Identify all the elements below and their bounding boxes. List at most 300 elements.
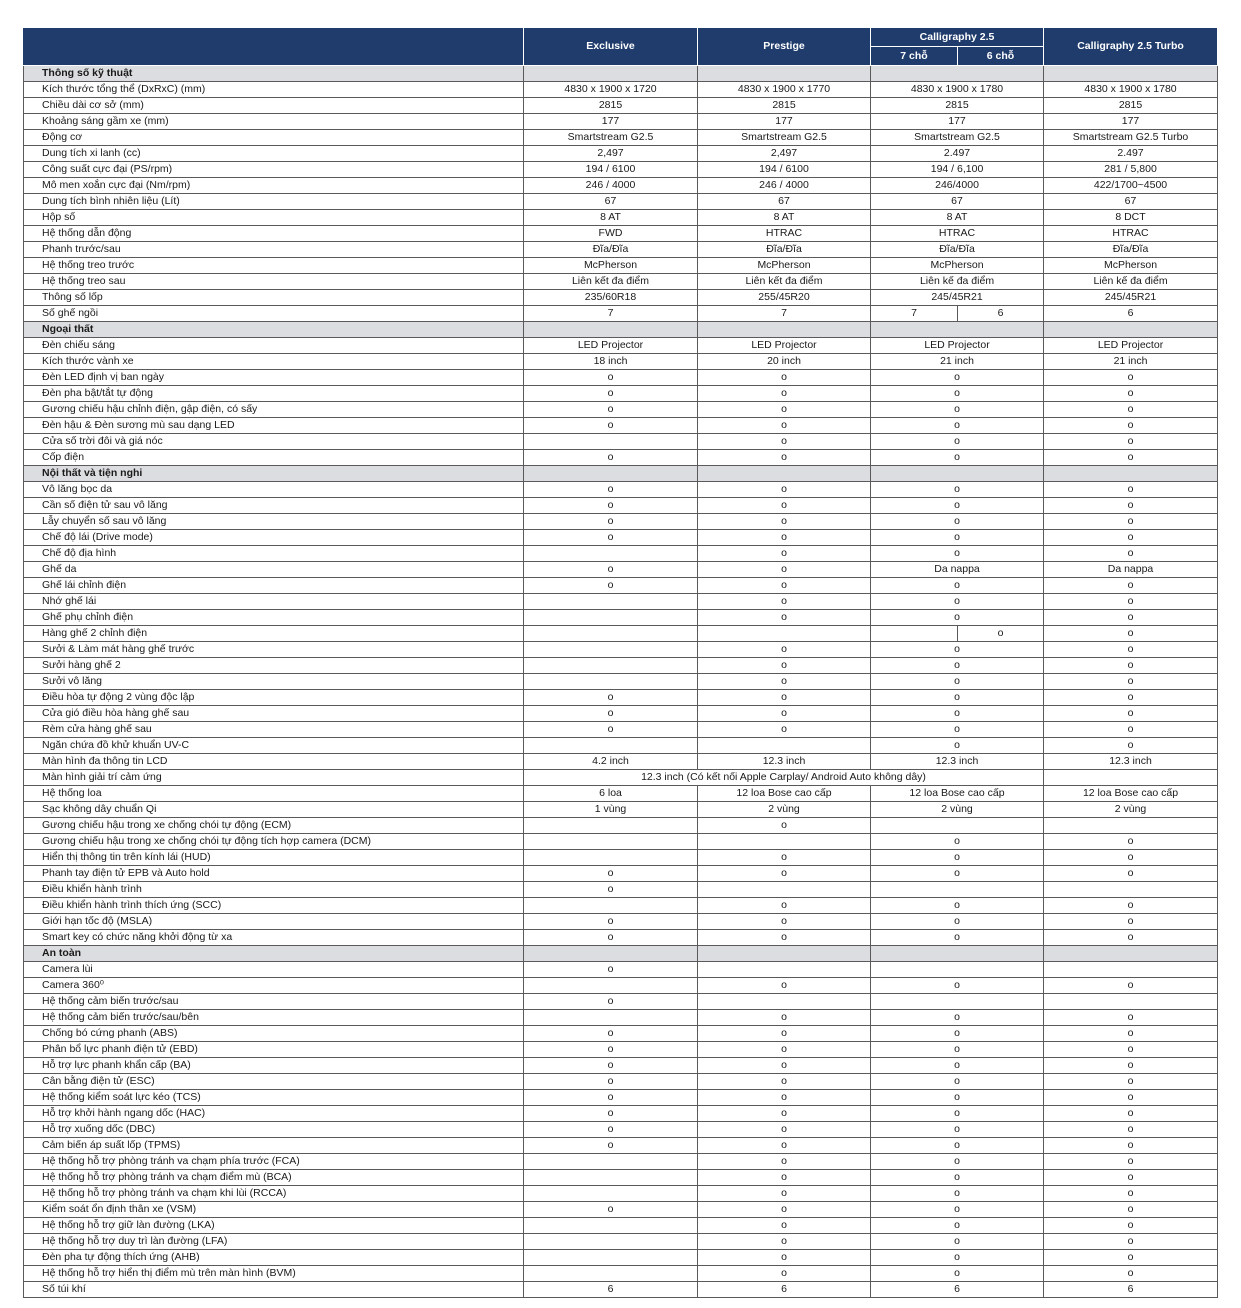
table-row [24, 210, 1218, 226]
spec-value-calligraphy: o [871, 546, 1044, 562]
table-row [24, 1186, 1218, 1202]
header-calligraphy-turbo: Calligraphy 2.5 Turbo [1044, 28, 1218, 66]
spec-value-calligraphy [871, 994, 1044, 1010]
spec-value-calligraphy: 246/4000 [871, 178, 1044, 194]
spec-value-exclusive [524, 1154, 698, 1170]
spec-value-exclusive: 4830 x 1900 x 1720 [524, 82, 698, 98]
spec-value-turbo: o [1044, 866, 1218, 882]
spec-value-exclusive: o [524, 1202, 698, 1218]
spec-label: Sưởi hàng ghế 2 [24, 658, 524, 674]
spec-value-calligraphy-6: o [958, 626, 1044, 642]
spec-value-calligraphy: o [871, 530, 1044, 546]
spec-value-exclusive: o [524, 530, 698, 546]
spec-value-prestige: o [698, 578, 871, 594]
spec-value-calligraphy: o [871, 1250, 1044, 1266]
spec-value-exclusive: o [524, 1122, 698, 1138]
spec-value-exclusive: o [524, 1042, 698, 1058]
spec-value-calligraphy: o [871, 722, 1044, 738]
table-row [24, 1138, 1218, 1154]
spec-value-prestige: o [698, 402, 871, 418]
spec-value-exclusive [524, 898, 698, 914]
table-row [24, 978, 1218, 994]
spec-label: Hệ thống hỗ trợ phòng tránh va chạm khi lùi (RCCA) [24, 1186, 524, 1202]
spec-value-exclusive: 18 inch [524, 354, 698, 370]
spec-value-exclusive [524, 978, 698, 994]
spec-value-calligraphy: Đĩa/Đĩa [871, 242, 1044, 258]
spec-label: Vô lăng bọc da [24, 482, 524, 498]
spec-value-prestige: 2,497 [698, 146, 871, 162]
spec-value-turbo: 12 loa Bose cao cấp [1044, 786, 1218, 802]
table-row [24, 818, 1218, 834]
table-row [24, 754, 1218, 770]
spec-value-calligraphy: o [871, 658, 1044, 674]
spec-label: Cốp điện [24, 450, 524, 466]
section-header [24, 66, 1218, 82]
spec-value-prestige: o [698, 450, 871, 466]
spec-value-exclusive: o [524, 1074, 698, 1090]
spec-value-prestige [698, 994, 871, 1010]
spec-value-calligraphy: o [871, 418, 1044, 434]
table-row [24, 114, 1218, 130]
spec-value-turbo: 21 inch [1044, 354, 1218, 370]
spec-value-calligraphy-7: 7 [871, 306, 958, 322]
section-title: An toàn [24, 946, 524, 962]
spec-value-prestige: o [698, 818, 871, 834]
spec-label: Hệ thống treo trước [24, 258, 524, 274]
spec-value-calligraphy: o [871, 402, 1044, 418]
spec-label: Kích thước vành xe [24, 354, 524, 370]
spec-value-calligraphy [871, 882, 1044, 898]
table-row [24, 514, 1218, 530]
spec-label: Cân bằng điện tử (ESC) [24, 1074, 524, 1090]
spec-label: Hệ thống kiểm soát lực kéo (TCS) [24, 1090, 524, 1106]
spec-value-calligraphy: 245/45R21 [871, 290, 1044, 306]
spec-value-exclusive: 67 [524, 194, 698, 210]
spec-value-exclusive: 6 loa [524, 786, 698, 802]
spec-value-exclusive: o [524, 578, 698, 594]
spec-value-prestige: o [698, 898, 871, 914]
spec-value-prestige: o [698, 866, 871, 882]
spec-value-prestige: o [698, 658, 871, 674]
spec-label: Đèn hậu & Đèn sương mù sau dạng LED [24, 418, 524, 434]
spec-value-turbo: o [1044, 1106, 1218, 1122]
spec-value-calligraphy: McPherson [871, 258, 1044, 274]
spec-value-prestige: LED Projector [698, 338, 871, 354]
spec-label: Số ghế ngồi [24, 306, 524, 322]
spec-value-prestige: 12.3 inch [698, 754, 871, 770]
spec-label: Ghế phụ chỉnh điện [24, 610, 524, 626]
spec-value-turbo: o [1044, 370, 1218, 386]
spec-label: Chiều dài cơ sở (mm) [24, 98, 524, 114]
spec-value-prestige: o [698, 722, 871, 738]
spec-value-turbo: 8 DCT [1044, 210, 1218, 226]
table-row [24, 1058, 1218, 1074]
spec-value-calligraphy: Da nappa [871, 562, 1044, 578]
spec-value-exclusive: o [524, 882, 698, 898]
spec-label: Gương chiếu hậu trong xe chống chói tự động tích hợp camera (DCM) [24, 834, 524, 850]
spec-value-calligraphy: o [871, 1026, 1044, 1042]
spec-value-turbo: o [1044, 1202, 1218, 1218]
table-row [24, 562, 1218, 578]
spec-value-calligraphy: o [871, 866, 1044, 882]
spec-value-prestige: o [698, 386, 871, 402]
spec-value-prestige: o [698, 434, 871, 450]
spec-value-prestige: o [698, 1090, 871, 1106]
table-row [24, 770, 1218, 786]
spec-label: Hàng ghế 2 chỉnh điện [24, 626, 524, 642]
spec-label: Đèn LED định vị ban ngày [24, 370, 524, 386]
spec-value-prestige: o [698, 1186, 871, 1202]
spec-value-turbo: o [1044, 386, 1218, 402]
spec-value-exclusive: o [524, 450, 698, 466]
spec-value-calligraphy: o [871, 434, 1044, 450]
spec-label: Lẫy chuyển số sau vô lăng [24, 514, 524, 530]
spec-value-prestige [698, 738, 871, 754]
table-row [24, 626, 1218, 642]
table-row [24, 98, 1218, 114]
spec-value-calligraphy: o [871, 450, 1044, 466]
spec-label: Hỗ trợ khởi hành ngang dốc (HAC) [24, 1106, 524, 1122]
spec-label: Số túi khí [24, 1282, 524, 1298]
table-row [24, 354, 1218, 370]
table-row [24, 850, 1218, 866]
spec-value-prestige: o [698, 978, 871, 994]
spec-label: Phanh tay điện tử EPB và Auto hold [24, 866, 524, 882]
spec-value-prestige: 67 [698, 194, 871, 210]
spec-value-turbo: 2.497 [1044, 146, 1218, 162]
spec-label: Hỗ trợ xuống dốc (DBC) [24, 1122, 524, 1138]
table-row [24, 274, 1218, 290]
spec-value-exclusive: Smartstream G2.5 [524, 130, 698, 146]
spec-value-turbo: o [1044, 1154, 1218, 1170]
spec-label: Kiểm soát ổn định thân xe (VSM) [24, 1202, 524, 1218]
spec-value-calligraphy: o [871, 930, 1044, 946]
header-exclusive: Exclusive [524, 28, 698, 66]
table-row [24, 482, 1218, 498]
table-row [24, 402, 1218, 418]
spec-value-calligraphy: o [871, 498, 1044, 514]
spec-value-turbo: o [1044, 674, 1218, 690]
section-title: Nội thất và tiện nghi [24, 466, 524, 482]
spec-value-exclusive [524, 642, 698, 658]
spec-value-calligraphy: 6 [871, 1282, 1044, 1298]
spec-label: Hệ thống dẫn động [24, 226, 524, 242]
spec-label: Camera lùi [24, 962, 524, 978]
spec-value-calligraphy: 12.3 inch [871, 754, 1044, 770]
spec-value-turbo [1044, 962, 1218, 978]
spec-value-calligraphy: LED Projector [871, 338, 1044, 354]
section-cell-turbo [1044, 946, 1218, 962]
spec-label: Mô men xoắn cực đại (Nm/rpm) [24, 178, 524, 194]
spec-value-calligraphy: 4830 x 1900 x 1780 [871, 82, 1044, 98]
spec-value-turbo: o [1044, 1218, 1218, 1234]
spec-value-turbo: 12.3 inch [1044, 754, 1218, 770]
spec-value-prestige: o [698, 498, 871, 514]
spec-label: Hệ thống cảm biến trước/sau/bên [24, 1010, 524, 1026]
spec-value-calligraphy: o [871, 1074, 1044, 1090]
spec-value-turbo: o [1044, 1058, 1218, 1074]
spec-label: Điều hòa tự động 2 vùng độc lập [24, 690, 524, 706]
spec-value-turbo: Da nappa [1044, 562, 1218, 578]
spec-value-turbo [1044, 994, 1218, 1010]
spec-value-exclusive: o [524, 402, 698, 418]
spec-value-calligraphy: o [871, 594, 1044, 610]
spec-value-prestige: 20 inch [698, 354, 871, 370]
table-row [24, 162, 1218, 178]
spec-label: Động cơ [24, 130, 524, 146]
spec-label: Ngăn chứa đồ khử khuẩn UV-C [24, 738, 524, 754]
table-row [24, 738, 1218, 754]
spec-value-calligraphy: o [871, 1122, 1044, 1138]
table-row [24, 866, 1218, 882]
spec-value-prestige: o [698, 706, 871, 722]
spec-value-exclusive: Đĩa/Đĩa [524, 242, 698, 258]
spec-value-exclusive [524, 434, 698, 450]
spec-label: Công suất cực đại (PS/rpm) [24, 162, 524, 178]
spec-value-prestige: o [698, 1058, 871, 1074]
table-row [24, 130, 1218, 146]
spec-label: Màn hình đa thông tin LCD [24, 754, 524, 770]
table-row [24, 882, 1218, 898]
spec-value-exclusive: o [524, 914, 698, 930]
table-row [24, 386, 1218, 402]
spec-value-exclusive [524, 818, 698, 834]
table-row [24, 594, 1218, 610]
section-title: Ngoại thất [24, 322, 524, 338]
spec-value-calligraphy: o [871, 1058, 1044, 1074]
section-header [24, 946, 1218, 962]
spec-value-calligraphy: o [871, 1218, 1044, 1234]
spec-value-turbo: o [1044, 434, 1218, 450]
spec-value-exclusive: o [524, 722, 698, 738]
spec-label: Gương chiếu hậu trong xe chống chói tự động (ECM) [24, 818, 524, 834]
spec-label: Ghế da [24, 562, 524, 578]
spec-value-turbo: o [1044, 914, 1218, 930]
spec-value-prestige: o [698, 1234, 871, 1250]
spec-value-prestige: 4830 x 1900 x 1770 [698, 82, 871, 98]
spec-value-prestige: 177 [698, 114, 871, 130]
table-row [24, 450, 1218, 466]
spec-value-prestige: o [698, 1074, 871, 1090]
section-title: Thông số kỹ thuật [24, 66, 524, 82]
spec-value-turbo: 67 [1044, 194, 1218, 210]
spec-value-calligraphy: HTRAC [871, 226, 1044, 242]
spec-value-prestige: McPherson [698, 258, 871, 274]
spec-value-exclusive: 1 vùng [524, 802, 698, 818]
spec-label: Smart key có chức năng khởi động từ xa [24, 930, 524, 946]
section-cell-prestige [698, 466, 871, 482]
spec-label: Sưởi & Làm mát hàng ghế trước [24, 642, 524, 658]
table-row [24, 1234, 1218, 1250]
spec-value-exclusive [524, 738, 698, 754]
spec-label: Sạc không dây chuẩn Qi [24, 802, 524, 818]
spec-value-turbo: o [1044, 706, 1218, 722]
spec-value-prestige: 6 [698, 1282, 871, 1298]
table-row [24, 546, 1218, 562]
spec-value-exclusive: 235/60R18 [524, 290, 698, 306]
table-row [24, 786, 1218, 802]
spec-value-calligraphy: o [871, 1154, 1044, 1170]
table-row [24, 930, 1218, 946]
spec-value-exclusive [524, 1266, 698, 1282]
table-row [24, 338, 1218, 354]
spec-value-turbo: o [1044, 530, 1218, 546]
spec-value-calligraphy: o [871, 674, 1044, 690]
spec-value-turbo: 2 vùng [1044, 802, 1218, 818]
spec-value-turbo: o [1044, 1266, 1218, 1282]
spec-value-calligraphy: o [871, 386, 1044, 402]
table-body [24, 66, 1218, 1298]
spec-value-exclusive: o [524, 498, 698, 514]
spec-value-exclusive [524, 610, 698, 626]
spec-value-calligraphy: o [871, 1266, 1044, 1282]
spec-value-prestige: HTRAC [698, 226, 871, 242]
header-prestige: Prestige [698, 28, 871, 66]
spec-value-prestige: 12 loa Bose cao cấp [698, 786, 871, 802]
table-row [24, 242, 1218, 258]
spec-value-exclusive: 8 AT [524, 210, 698, 226]
section-cell-exclusive [524, 466, 698, 482]
spec-value-exclusive: o [524, 482, 698, 498]
spec-value-turbo: o [1044, 1074, 1218, 1090]
spec-label: Chế độ địa hình [24, 546, 524, 562]
spec-value-turbo: o [1044, 1122, 1218, 1138]
spec-value-exclusive: FWD [524, 226, 698, 242]
spec-value-turbo: o [1044, 594, 1218, 610]
table-row [24, 706, 1218, 722]
spec-value-exclusive: 2,497 [524, 146, 698, 162]
spec-label: Hệ thống hỗ trợ duy trì làn đường (LFA) [24, 1234, 524, 1250]
spec-value-calligraphy: 2815 [871, 98, 1044, 114]
spec-label: Dung tích xi lanh (cc) [24, 146, 524, 162]
spec-value-calligraphy-7 [871, 626, 958, 642]
spec-value-turbo: 6 [1044, 306, 1218, 322]
spec-value-turbo: o [1044, 610, 1218, 626]
spec-value-exclusive [524, 658, 698, 674]
spec-value-prestige [698, 962, 871, 978]
spec-value-exclusive: o [524, 418, 698, 434]
spec-value-prestige: o [698, 530, 871, 546]
spec-value-turbo: o [1044, 578, 1218, 594]
spec-value-turbo: o [1044, 1170, 1218, 1186]
spec-value-turbo: o [1044, 1090, 1218, 1106]
spec-value-turbo: Smartstream G2.5 Turbo [1044, 130, 1218, 146]
spec-value-exclusive [524, 626, 698, 642]
section-cell-prestige [698, 946, 871, 962]
spec-value-exclusive [524, 1218, 698, 1234]
table-row [24, 498, 1218, 514]
section-cell-calligraphy [871, 322, 1044, 338]
spec-value-exclusive: o [524, 930, 698, 946]
table-row [24, 418, 1218, 434]
spec-value-prestige: 2815 [698, 98, 871, 114]
spec-value-calligraphy: 12 loa Bose cao cấp [871, 786, 1044, 802]
spec-value-turbo: o [1044, 722, 1218, 738]
spec-value-prestige: o [698, 370, 871, 386]
spec-value-exclusive: 246 / 4000 [524, 178, 698, 194]
spec-value-exclusive [524, 546, 698, 562]
table-row [24, 578, 1218, 594]
spec-value-prestige: o [698, 642, 871, 658]
spec-value-calligraphy: o [871, 1010, 1044, 1026]
spec-value-calligraphy: o [871, 1234, 1044, 1250]
spec-value-prestige: o [698, 594, 871, 610]
spec-value-prestige [698, 882, 871, 898]
spec-label: Rèm cửa hàng ghế sau [24, 722, 524, 738]
table-row [24, 610, 1218, 626]
spec-value-turbo: 422/1700~4500 [1044, 178, 1218, 194]
spec-value-calligraphy: o [871, 610, 1044, 626]
spec-label: Cảm biến áp suất lốp (TPMS) [24, 1138, 524, 1154]
spec-value-prestige: o [698, 546, 871, 562]
section-cell-calligraphy [871, 466, 1044, 482]
spec-label: Phanh trước/sau [24, 242, 524, 258]
spec-value-calligraphy: 194 / 6,100 [871, 162, 1044, 178]
spec-value-calligraphy: o [871, 978, 1044, 994]
spec-value-prestige: o [698, 1170, 871, 1186]
spec-value-calligraphy: o [871, 1170, 1044, 1186]
spec-label: Hiển thị thông tin trên kính lái (HUD) [24, 850, 524, 866]
spec-value-turbo: o [1044, 1186, 1218, 1202]
spec-value-turbo: o [1044, 1026, 1218, 1042]
table-row [24, 434, 1218, 450]
spec-value-turbo: o [1044, 898, 1218, 914]
spec-value-exclusive: o [524, 1106, 698, 1122]
spec-label: Giới hạn tốc độ (MSLA) [24, 914, 524, 930]
table-row [24, 1266, 1218, 1282]
spec-value-exclusive: 177 [524, 114, 698, 130]
spec-value-exclusive: 7 [524, 306, 698, 322]
spec-value-calligraphy: o [871, 738, 1044, 754]
spec-value-calligraphy: 177 [871, 114, 1044, 130]
table-row [24, 802, 1218, 818]
table-row [24, 658, 1218, 674]
spec-value-calligraphy: o [871, 914, 1044, 930]
spec-value-shared: 12.3 inch (Có kết nối Apple Carplay/ Android Auto không dây) [524, 770, 1044, 786]
spec-value-calligraphy: 2.497 [871, 146, 1044, 162]
spec-value-prestige: o [698, 850, 871, 866]
spec-value-turbo: 177 [1044, 114, 1218, 130]
spec-label: Ghế lái chỉnh điện [24, 578, 524, 594]
table-row [24, 1026, 1218, 1042]
spec-value-turbo: o [1044, 658, 1218, 674]
spec-value-exclusive: o [524, 994, 698, 1010]
spec-value-exclusive [524, 834, 698, 850]
table-row [24, 1074, 1218, 1090]
table-row [24, 722, 1218, 738]
spec-value-turbo: o [1044, 978, 1218, 994]
spec-value-prestige: o [698, 1010, 871, 1026]
header-blank-cell [24, 28, 524, 66]
spec-value-calligraphy [871, 962, 1044, 978]
spec-value-calligraphy: o [871, 482, 1044, 498]
spec-value-turbo: o [1044, 418, 1218, 434]
section-header [24, 322, 1218, 338]
spec-value-calligraphy [871, 818, 1044, 834]
spec-label: Hỗ trợ lực phanh khẩn cấp (BA) [24, 1058, 524, 1074]
table-row [24, 690, 1218, 706]
spec-value-prestige: o [698, 1122, 871, 1138]
spec-value-turbo: o [1044, 834, 1218, 850]
spec-value-exclusive [524, 1186, 698, 1202]
table-row [24, 674, 1218, 690]
table-row [24, 1218, 1218, 1234]
spec-value-calligraphy: o [871, 834, 1044, 850]
spec-value-calligraphy: o [871, 370, 1044, 386]
table-row [24, 962, 1218, 978]
spec-value-exclusive: o [524, 962, 698, 978]
spec-value-exclusive [524, 594, 698, 610]
